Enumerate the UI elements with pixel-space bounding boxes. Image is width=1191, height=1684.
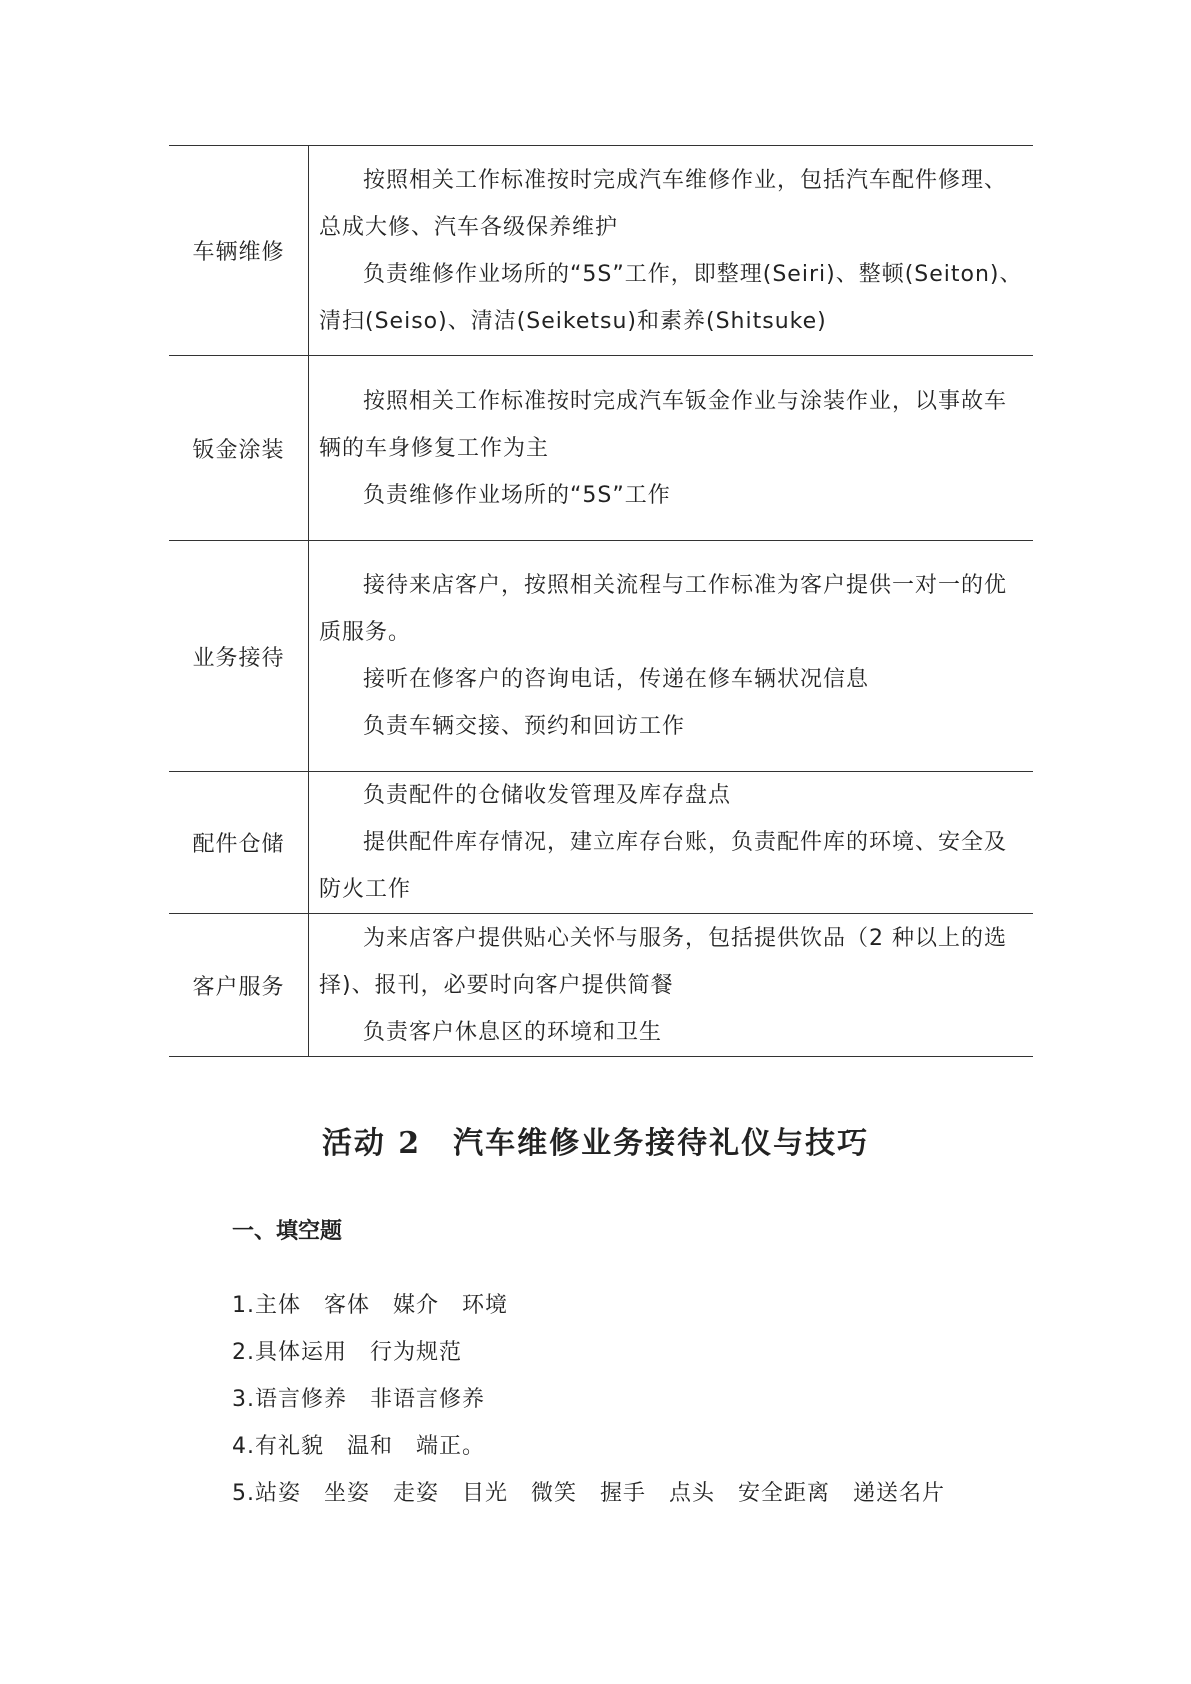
duty-table bbox=[169, 145, 1033, 1057]
duty-text: 为来店客户提供贴心关怀与服务，包括提供饮品（2 种以上的选择)、报刊，必要时向客户提供简餐 bbox=[319, 925, 1007, 998]
table-row bbox=[169, 146, 1033, 356]
duty-text: 负责客户休息区的环境和卫生 bbox=[363, 1019, 663, 1045]
duty-text: 按照相关工作标准按时完成汽车维修作业，包括汽车配件修理、总成大修、汽车各级保养维护 bbox=[319, 167, 1008, 240]
list-item: 2.具体运用 行为规范 bbox=[232, 1340, 462, 1365]
department-cell: 车辆维修 bbox=[169, 146, 309, 356]
duty-text: 负责维修作业场所的“5S”工作，即整理(Seiri)、整顿(Seiton)、清扫(Seiso)、清洁(Seiketsu)和素养(Shitsuke) bbox=[319, 261, 1023, 334]
table-row bbox=[169, 772, 1033, 914]
list-item: 5.站姿 坐姿 走姿 目光 微笑 握手 点头 安全距离 递送名片 bbox=[232, 1481, 945, 1506]
table-row bbox=[169, 914, 1033, 1057]
list-item: 3.语言修养 非语言修养 bbox=[232, 1387, 485, 1412]
department-cell: 客户服务 bbox=[169, 914, 309, 1057]
duty-cell bbox=[309, 146, 1034, 356]
list-item: 4.有礼貌 温和 端正。 bbox=[232, 1434, 485, 1459]
question-heading: 一、填空题 bbox=[232, 1218, 343, 1244]
department-cell: 配件仓储 bbox=[169, 772, 309, 914]
department-cell: 业务接待 bbox=[169, 541, 309, 772]
duty-text: 负责配件的仓储收发管理及库存盘点 bbox=[363, 783, 732, 808]
duty-text: 接听在修客户的咨询电话，传递在修车辆状况信息 bbox=[363, 667, 870, 692]
duty-text: 接待来店客户，按照相关流程与工作标准为客户提供一对一的优质服务。 bbox=[319, 573, 1008, 645]
table-row bbox=[169, 356, 1033, 541]
duty-text: 提供配件库存情况，建立库存台账，负责配件库的环境、安全及防火工作 bbox=[319, 830, 1008, 902]
department-cell: 钣金涂装 bbox=[169, 356, 309, 541]
answer-list bbox=[232, 1282, 945, 1517]
duty-text: 负责车辆交接、预约和回访工作 bbox=[363, 714, 686, 739]
list-item: 1.主体 客体 媒介 环境 bbox=[232, 1293, 508, 1318]
duty-cell bbox=[309, 772, 1034, 914]
duty-cell bbox=[309, 541, 1034, 772]
duty-text: 按照相关工作标准按时完成汽车钣金作业与涂装作业，以事故车辆的车身修复工作为主 bbox=[319, 388, 1008, 461]
section-title: 活动 2 汽车维修业务接待礼仪与技巧 bbox=[321, 1126, 870, 1161]
table-row bbox=[169, 541, 1033, 772]
duty-cell bbox=[309, 914, 1034, 1057]
duty-cell bbox=[309, 356, 1034, 541]
duty-text: 负责维修作业场所的“5S”工作 bbox=[363, 482, 671, 508]
